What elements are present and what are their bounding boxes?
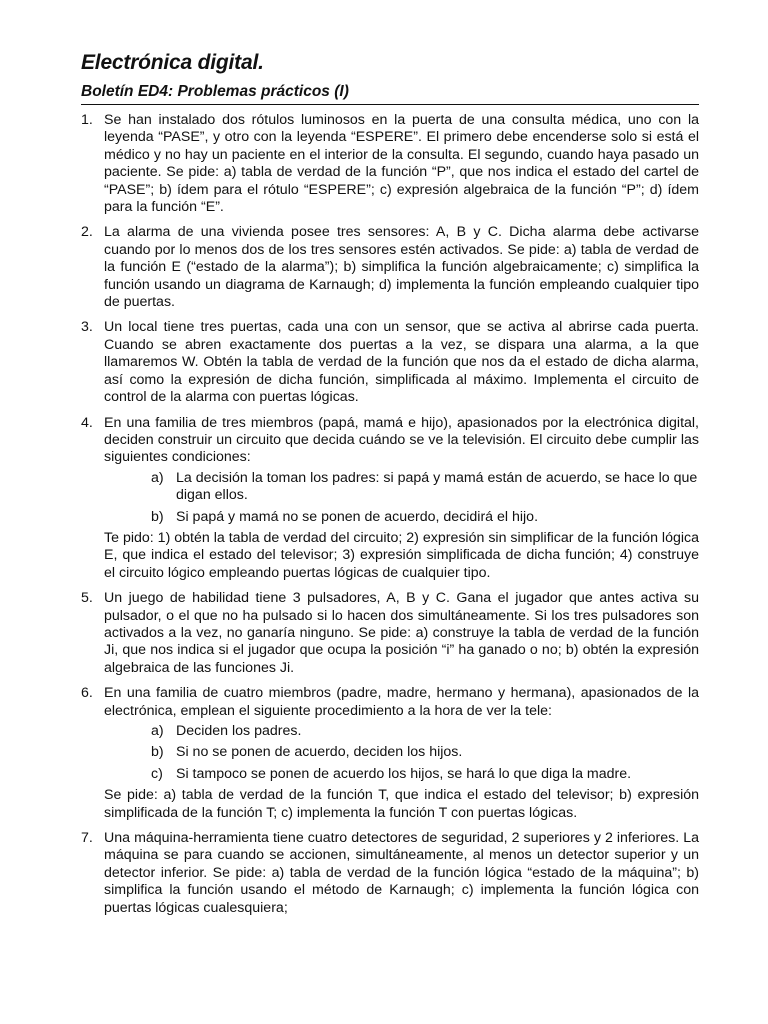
condition-text: Si papá y mamá no se ponen de acuerdo, decidirá el hijo. <box>176 508 539 525</box>
problem-item <box>81 112 699 216</box>
condition-item <box>151 744 699 761</box>
condition-label: a) <box>151 469 164 486</box>
condition-item <box>151 723 699 740</box>
problem-text: Un local tiene tres puertas, cada una con un sensor, que se activa al abrirse cada puerta. Cuando se abren exactamente dos puertas a la vez, se dispara una alarma, a la que llamaremos W. Obtén la tabla de verdad de la función que nos da el estado de dicha alarma, así como la expresión de dicha función, simplificada al máximo. Implementa el circuito de control de la alarma con puertas lógicas. <box>104 319 699 406</box>
problem-number: 4. <box>81 414 93 431</box>
problem-item <box>81 224 699 311</box>
problem-text: Un juego de habilidad tiene 3 pulsadores, A, B y C. Gana el jugador que antes activa su pulsador, o el que no ha pulsado si lo hacen dos simultáneamente. Si los tres pulsadores son activados a la vez, no ganaría ninguno. Se pide: a) construye la tabla de verdad de la función Ji, que nos indica si el jugador que ocupa la posición “i” ha ganado o no; b) obtén la expresión algebraica de las funciones Ji. <box>104 590 699 676</box>
problem-number: 3. <box>81 319 93 336</box>
condition-item <box>151 509 699 526</box>
problem-request: Se pide: a) tabla de verdad de la función T, que indica el estado del televisor; b) expresión simplificada de la función T; c) implementa la función T con puertas lógicas. <box>104 787 699 821</box>
condition-item <box>151 766 699 783</box>
document-page <box>81 50 699 925</box>
problem-item <box>81 590 699 677</box>
condition-label: b) <box>151 508 164 525</box>
problem-text: La alarma de una vivienda posee tres sensores: A, B y C. Dicha alarma debe activarse cuando por lo menos dos de los tres sensores estén activados. Se pide: a) tabla de verdad de la función E (“estado de la alarma”); b) simplifica la función algebraicamente; c) simplifica la función usando un diagrama de Karnaugh; d) implementa la función empleando cualquier tipo de puertas. <box>104 224 699 311</box>
condition-text: Deciden los padres. <box>176 723 302 739</box>
problem-text: Se han instalado dos rótulos luminosos en la puerta de una consulta médica, uno con la leyenda “PASE”, y otro con la leyenda “ESPERE”. El primero debe encenderse solo si está el médico y no hay un paciente en el interior de la consulta. El segundo, cuando haya pasado un paciente. Se pide: a) tabla de verdad de la función “P”, que nos indica el estado del cartel de “PASE”; b) ídem para el rótulo “ESPERE”; c) expresión algebraica de la función “P”; d) ídem para la función “E”. <box>104 112 699 216</box>
problem-request: Te pido: 1) obtén la tabla de verdad del circuito; 2) expresión sin simplificar de la función lógica E, que indica el estado del televisor; 3) expresión simplificada de dicha función; 4) construye el circuito lógico empleando puertas lógicas de cualquier tipo. <box>104 529 699 581</box>
condition-label: b) <box>151 744 164 761</box>
problem-number: 1. <box>81 112 93 128</box>
document-title: Electrónica digital. <box>81 51 264 74</box>
title-divider <box>81 104 699 105</box>
document-subtitle: Boletín ED4: Problemas prácticos (I) <box>81 83 349 100</box>
condition-text: Si tampoco se ponen de acuerdo los hijos, se hará lo que diga la madre. <box>176 765 632 782</box>
problem-number: 5. <box>81 590 93 607</box>
problem-number: 7. <box>81 830 93 847</box>
problem-text: Una máquina-herramienta tiene cuatro detectores de seguridad, 2 superiores y 2 inferiores. La máquina se para cuando se accionen, simultáneamente, al menos un detector superior y un detector inferior. Se pide: a) tabla de verdad de la función lógica “estado de la máquina”; b) simplifica la función usando el método de Karnaugh; c) implementa la función lógica con puertas lógicas cualesquiera; <box>104 830 699 916</box>
problem-list <box>81 112 699 917</box>
condition-text: Si no se ponen de acuerdo, deciden los hijos. <box>176 744 463 761</box>
condition-text: La decisión la toman los padres: si papá y mamá están de acuerdo, se hace lo que digan ellos. <box>176 469 698 504</box>
problem-number: 6. <box>81 685 93 702</box>
problem-item <box>81 415 699 583</box>
problem-item <box>81 685 699 822</box>
condition-label: a) <box>151 723 164 739</box>
problem-text: En una familia de cuatro miembros (padre, madre, hermano y hermana), apasionados de la electrónica, emplean el siguiente procedimiento a la hora de ver la tele: <box>104 685 699 719</box>
condition-list <box>104 723 699 783</box>
problem-text: En una familia de tres miembros (papá, mamá e hijo), apasionados por la electrónica digital, deciden construir un circuito que decida cuándo se ve la televisión. El circuito debe cumplir las siguientes condiciones: <box>104 414 699 466</box>
condition-item <box>151 470 699 505</box>
problem-item <box>81 830 699 917</box>
condition-list <box>104 470 699 526</box>
problem-number: 2. <box>81 224 93 241</box>
problem-item <box>81 319 699 406</box>
condition-label: c) <box>151 765 163 782</box>
